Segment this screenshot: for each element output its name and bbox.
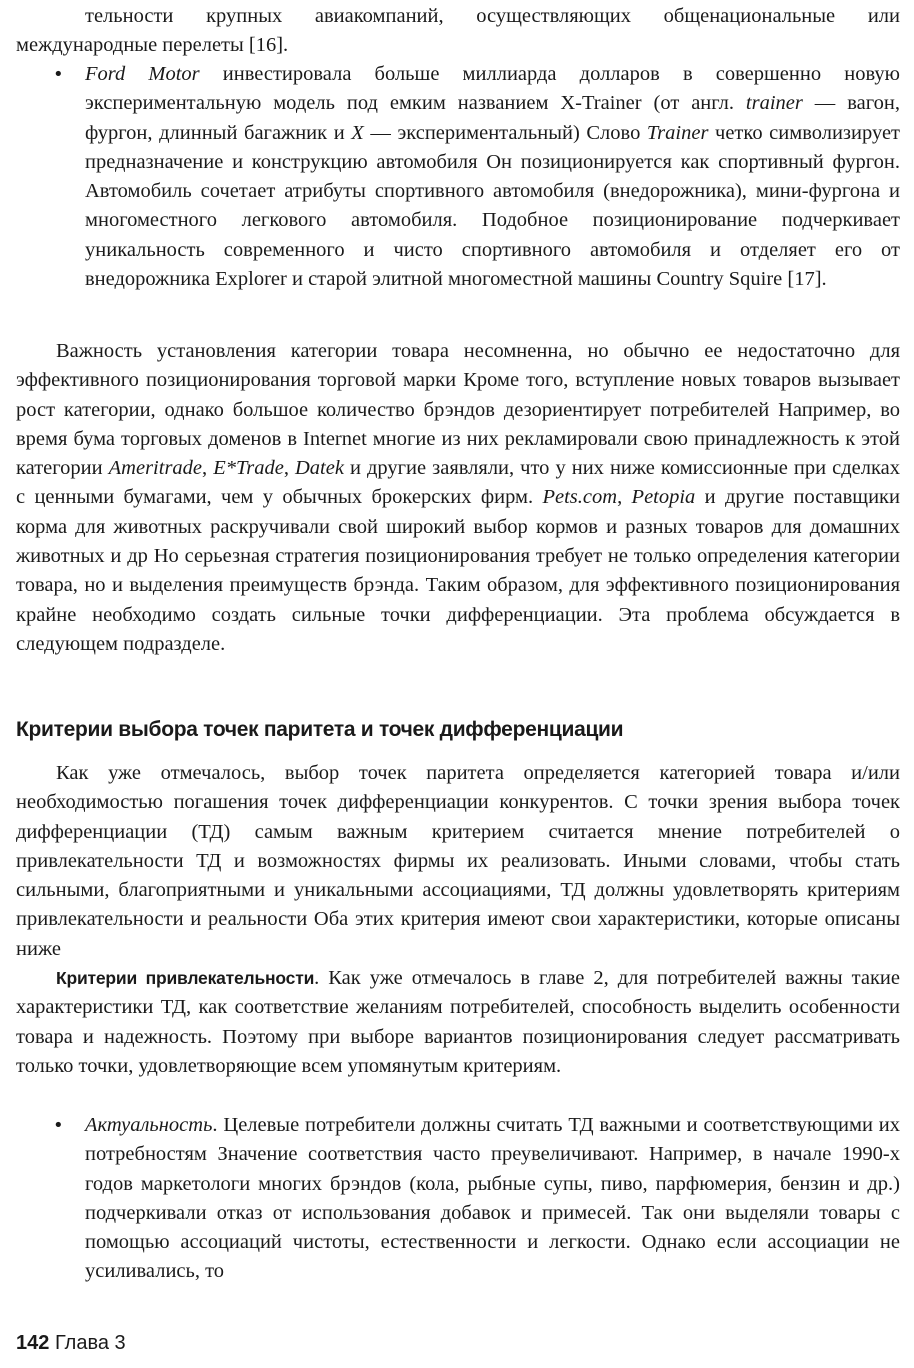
page-number: 142	[16, 1332, 50, 1354]
bullet-icon: •	[53, 1115, 64, 1136]
paragraph-attractiveness: Критерии привлекательности. Как уже отмечалось в главе 2, для потребителей важны такие характеристики ТД, как соответствие желаниям потребителей, способность выделить особенности товара и надежность. Поэтому при выборе вариантов позиционирования следует рассматривать только точки, удовлетворяющие всем упомянутым критериям.	[16, 967, 900, 1077]
paragraph-continuation: тельности крупных авиакомпаний, осуществляющих общенациональные или международные перелеты [16].	[16, 5, 900, 57]
paragraph-criteria-intro: Как уже отмечалось, выбор точек паритета определяется категорией товара и/или необходимостью погашения точек дифференциации конкурентов. С точки зрения выбора точек дифференциации (ТД) самым важным критерием считается мнение потребителей о привлекательности ТД и возможностях фирмы их реализовать. Иными словами, чтобы стать сильными, благоприятными и уникальными ассоциациями, ТД должны удовлетворять критериям привлекательности и реальности Оба этих критерия имеют свои характеристики, которые описаны ниже	[16, 762, 900, 960]
chapter-label: Глава 3	[54, 1332, 126, 1354]
bullet-relevance: • Актуальность. Целевые потребители должны считать ТД важными и соответствующими их потребностям Значение соответствия часто преувеличивают. Например, в начале 1990-х годов маркетологи многих брэндов (кола, рыбные супы, пиво, парфюмерия, бензин и др.) подчеркивали отказ от использования добавок и примесей. Так они выделяли товары с помощью ассоциаций чистоты, естественности и легкости. Однако если ассоциации не усиливались, то	[85, 1111, 900, 1287]
bullet-icon: •	[53, 64, 64, 85]
bullet-ford: • Ford Motor инвестировала больше миллиарда долларов в совершенно новую экспериментальную модель под емким названием X-Trainer (от англ. trainer — вагон, фургон, длинный багажник и X — экспериментальный) Слово Trainer четко символизирует предназначение и конструкцию автомобиля Он позиционируется как спортивный фургон. Автомобиль сочетает атрибуты спортивного автомобиля (внедорожника), мини-фургона и многоместного легкового автомобиля. Подобное позиционирование подчеркивает уникальность современного и чисто спортивного автомобиля и отделяет его от внедорожника Explorer и старой элитной многоместной машины Country Squire [17].	[85, 60, 900, 294]
runin-heading: Критерии привлекательности	[56, 968, 315, 988]
page-footer	[16, 1330, 126, 1356]
section-heading: Критерии выбора точек паритета и точек дифференциации	[16, 718, 624, 741]
paragraph-category: Важность установления категории товара несомненна, но обычно ее недостаточно для эффективного позиционирования торговой марки Кроме того, вступление новых товаров вызывает рост категории, однако большое количество брэндов дезориентирует потребителей Например, во время бума торговых доменов в Internet многие из них рекламировали свою принадлежность к этой категории Ameritrade, E*Trade, Datek и другие заявляли, что у них ниже комиссионные при сделках с ценными бумагами, чем у обычных брокерских фирм. Pets.com, Petopia и другие поставщики корма для животных раскручивали свой широкий выбор кормов и разных товаров для домашних животных и др Но серьезная стратегия позиционирования требует не только определения категории товара, но и выделения преимуществ брэнда. Таким образом, для эффективного позиционирования крайне необходимо создать сильные точки дифференциации. Эта проблема обсуждается в следующем подразделе.	[16, 340, 900, 655]
